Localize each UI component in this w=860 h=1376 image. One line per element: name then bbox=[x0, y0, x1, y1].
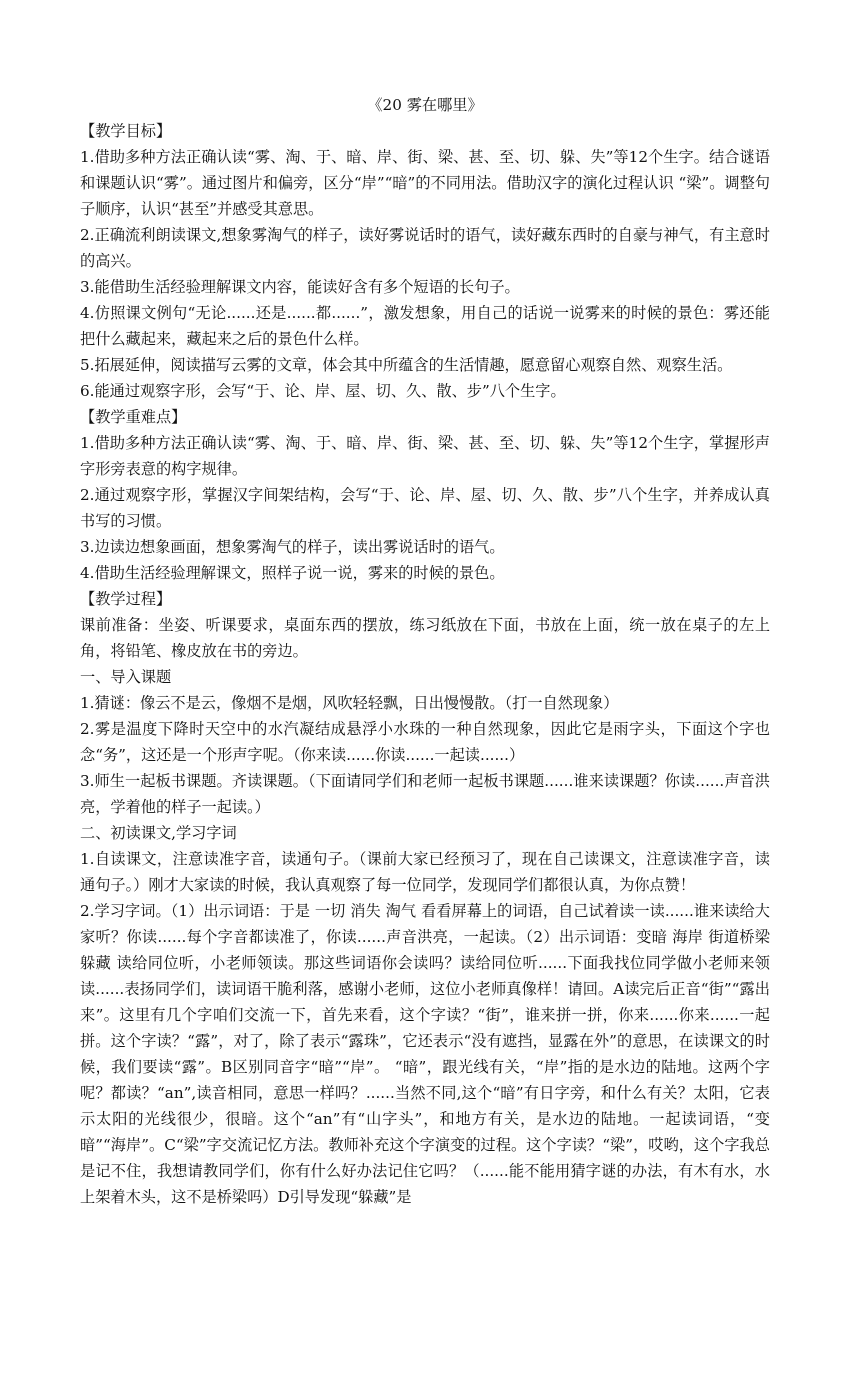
paragraph: 6.能通过观察字形，会写“于、论、岸、屋、切、久、散、步”八个生字。 bbox=[80, 382, 566, 400]
section-teaching-goals bbox=[80, 118, 770, 404]
paragraph: 3.师生一起板书课题。齐读课题。（下面请同学们和老师一起板书课题......谁来读课题？你读......声音洪亮，学着他的样子一起读。） bbox=[80, 772, 770, 816]
document-title: 《20 雾在哪里》 bbox=[367, 96, 483, 114]
paragraph: 1.借助多种方法正确认读“雾、淘、于、暗、岸、街、梁、甚、至、切、躲、失”等12个生字，掌握形声字形旁表意的构字规律。 bbox=[80, 434, 770, 478]
section-heading: 【教学过程】 bbox=[80, 590, 172, 608]
paragraph: 4.借助生活经验理解课文，照样子说一说，雾来的时候的景色。 bbox=[80, 564, 505, 582]
section-heading: 【教学目标】 bbox=[80, 122, 172, 140]
document-page bbox=[80, 92, 770, 1210]
paragraph: 2.正确流利朗读课文,想象雾淘气的样子，读好雾说话时的语气，读好藏东西时的自豪与神气，有主意时的高兴。 bbox=[80, 226, 770, 270]
paragraph: 2.学习字词。（1）出示词语：于是 一切 消失 淘气 看看屏幕上的词语，自己试着读一读......谁来读给大家听？你读......每个字音都读准了，你读......声音洪亮，一起读。（2）出示词语：变暗 海岸 街道桥梁 躲藏 读给同位听，小老师领读。那这些词语你会读吗？读给同位听......下面我找位同学做小老师来领读......表扬同学们，读词语干脆利落，感谢小老师，这位小老师真像样！请回。A读完后正音“街”“露出来”。这里有几个字咱们交流一下，首先来看，这个字读？“街”，谁来拼一拼，你来......你来......一起拼。这个字读？“露”，对了，除了表示“露珠”，它还表示“没有遮挡，显露在外”的意思，在读课文的时候，我们要读“露”。B区别同音字“暗”“岸”。 “暗”，跟光线有关，“岸”指的是水边的陆地。这两个字呢？都读？“an”,读音相同，意思一样吗？......当然不同,这个“暗”有日字旁，和什么有关？太阳，它表示太阳的光线很少，很暗。这个“an”有“山字头”，和地方有关，是水边的陆地。一起读词语，“变暗”“海岸”。C“梁”字交流记忆方法。教师补充这个字演变的过程。这个字读？“梁”，哎哟，这个字我总是记不住，我想请教同学们，你有什么好办法记住它吗？（......能不能用猜字谜的办法，有木有水，水上架着木头，这不是桥梁吗）D引导发现“躲藏”是 bbox=[80, 902, 770, 1206]
paragraph: 5.拓展延伸，阅读描写云雾的文章，体会其中所蕴含的生活情趣，愿意留心观察自然、观察生活。 bbox=[80, 356, 733, 374]
paragraph: 3.边读边想象画面，想象雾淘气的样子，读出雾说话时的语气。 bbox=[80, 538, 505, 556]
subheading: 一、导入课题 bbox=[80, 668, 172, 686]
section-heading: 【教学重难点】 bbox=[80, 408, 187, 426]
paragraph: 课前准备：坐姿、听课要求，桌面东西的摆放，练习纸放在下面，书放在上面，统一放在桌子的左上角，将铅笔、橡皮放在书的旁边。 bbox=[80, 616, 770, 660]
paragraph: 3.能借助生活经验理解课文内容，能读好含有多个短语的长句子。 bbox=[80, 278, 520, 296]
paragraph: 1.猜谜：像云不是云，像烟不是烟，风吹轻轻飘，日出慢慢散。（打一自然现象） bbox=[80, 694, 619, 712]
paragraph: 4.仿照课文例句“无论......还是......都......”，激发想象，用自己的话说一说雾来的时候的景色：雾还能把什么藏起来，藏起来之后的景色什么样。 bbox=[80, 304, 770, 348]
paragraph: 2.雾是温度下降时天空中的水汽凝结成悬浮小水珠的一种自然现象，因此它是雨字头，下面这个字也念“务”，这还是一个形声字呢。（你来读......你读......一起读......） bbox=[80, 720, 770, 764]
section-teaching-process bbox=[80, 586, 770, 1210]
subheading: 二、初读课文,学习字词 bbox=[80, 824, 237, 842]
paragraph: 2.通过观察字形，掌握汉字间架结构，会写“于、论、岸、屋、切、久、散、步”八个生字，并养成认真书写的习惯。 bbox=[80, 486, 770, 530]
paragraph: 1.借助多种方法正确认读“雾、淘、于、暗、岸、街、梁、甚、至、切、躲、失”等12个生字。结合谜语和课题认识“雾”。通过图片和偏旁，区分“岸”“暗”的不同用法。借助汉字的演化过程认识 “梁”。调整句子顺序，认识“甚至”并感受其意思。 bbox=[80, 148, 770, 218]
paragraph: 1.自读课文，注意读准字音，读通句子。（课前大家已经预习了，现在自己读课文，注意读准字音，读通句子。）刚才大家读的时候，我认真观察了每一位同学，发现同学们都很认真，为你点赞！ bbox=[80, 850, 770, 894]
section-key-difficulties bbox=[80, 404, 770, 586]
